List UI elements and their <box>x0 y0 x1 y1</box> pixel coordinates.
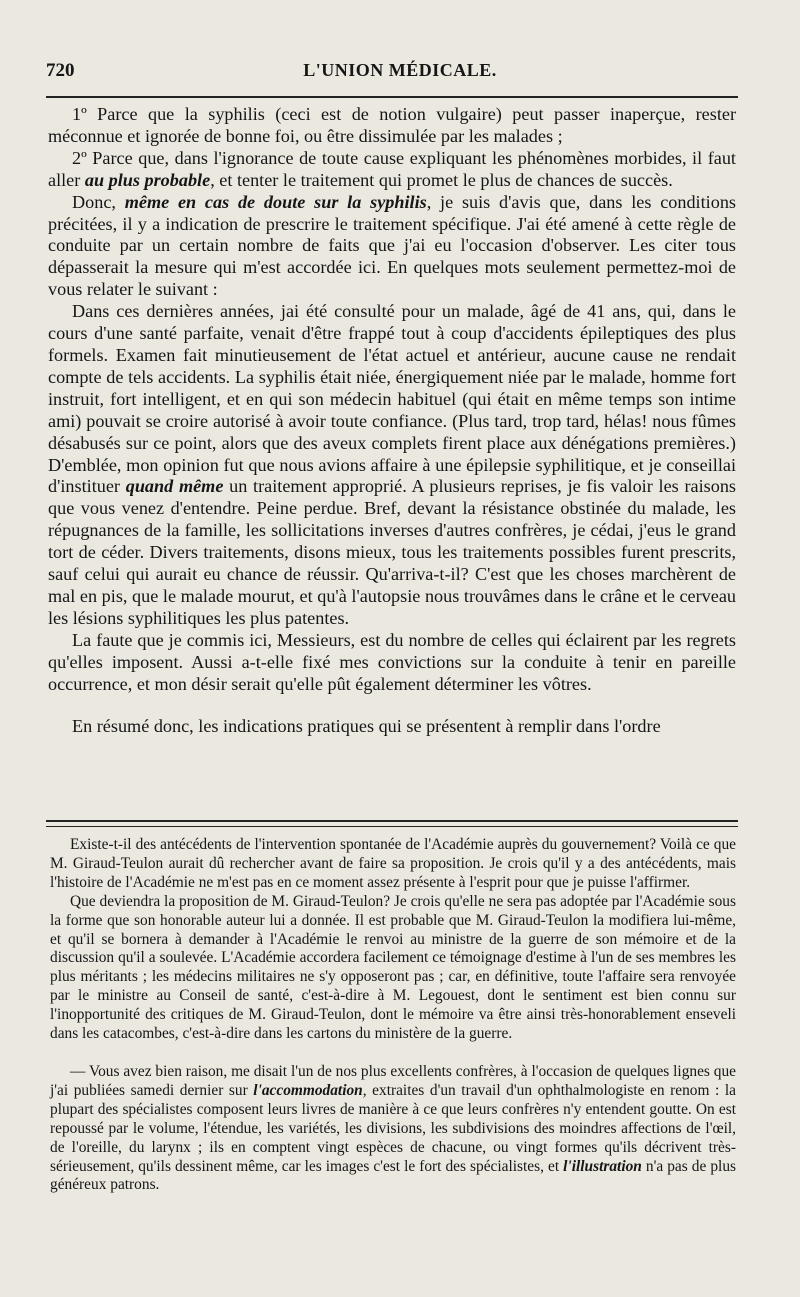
text-run: Que deviendra la proposition de M. Giraud-Teulon? Je crois qu'elle ne sera pas adoptée par l'Académie sous la forme que son honorable auteur lui a donnée. Il est probable que M. Giraud-Teulon la modifiera lui-même, et qu'il se bornera à demander à l'Académie le renvoi au ministre de la guerre de son mémoire et de la discussion qu'il a soulevée. L'Académie accordera facilement ce témoignage d'estime à l'un de ses membres les plus méritants ; les médecins militaires ne s'y opposeront pas ; car, en définitive, toute l'affaire sera renvoyée par le ministre au Conseil de santé, c'est-à-dire à M. Legouest, dont le sentiment est bien connu sur l'inopportunité des critiques de M. Giraud-Teulon, dont le mémoire va être ainsi très-honorablement enseveli dans les catacombes, c'est-à-dire dans les cartons du ministère de la guerre. <box>50 892 736 1043</box>
journal-title: L'UNION MÉDICALE. <box>303 60 497 80</box>
page-number: 720 <box>46 60 75 81</box>
paragraph <box>48 192 736 302</box>
feuilleton-rule-thin <box>46 826 738 827</box>
italic-phrase: l'accommodation <box>253 1081 363 1099</box>
paragraph <box>48 630 736 696</box>
text-run: un traitement approprié. A plusieurs reprises, je fis valoir les raisons que vous venez d'entendre. Peine perdue. Bref, devant la résistance obstinée du malade, les répugnances de la famille, les sollicitations inverses d'autres confrères, je cédai, j'eus le grand tort de céder. Divers traitements, disons mieux, tous les traitements possibles furent prescrits, sauf celui qui aurait eu chance de réussir. Qu'arriva-t-il? C'est que les choses marchèrent de mal en pis, que le malade mourut, et qu'à l'autopsie nous trouvâmes dans le crâne et le cerveau les lésions syphilitiques les plus patentes. <box>48 476 736 628</box>
text-run: 2º Parce que, dans l'ignorance de toute cause expliquant les phénomènes morbides, il faut aller <box>48 147 736 190</box>
text-run: Dans ces dernières années, jai été consulté pour un malade, âgé de 41 ans, qui, dans le cours d'une santé parfaite, venait d'être frappé tout à coup d'accidents épileptiques des plus formels. Examen fait minutieusement de l'état actuel et antérieur, aucune cause ne rendait compte de tels accidents. La syphilis était niée, énergiquement niée par le malade, homme fort instruit, fort intelligent, et en qui son médecin habituel (qui était en même temps son intime ami) pouvait se croire autorisé à avoir toute confiance. (Plus tard, trop tard, hélas! nous fûmes désabusés sur ce point, alors que des aveux complets firent place aux dénégations premières.) D'emblée, mon opinion fut que nous avions affaire à une épilepsie syphilitique, et je conseillai d'instituer <box>48 301 736 497</box>
italic-phrase: même en cas de doute sur la syphilis <box>124 191 427 212</box>
italic-phrase: l'illustration <box>563 1157 642 1175</box>
header-rule <box>46 96 738 98</box>
paragraph <box>48 716 736 738</box>
running-header <box>46 60 754 88</box>
text-run: Donc, <box>72 191 125 212</box>
paragraph <box>48 104 736 148</box>
text-run: Existe-t-il des antécédents de l'intervention spontanée de l'Académie auprès du gouvernement? Voilà ce que M. Giraud-Teulon aurait dû rechercher avant de faire sa proposition. Je crois qu'il y a des antécédents, mais l'histoire de l'Académie ne m'est pas en ce moment assez présente à l'esprit pour que je puisse l'affirmer. <box>50 836 736 891</box>
text-run: En résumé donc, les indications pratiques qui se présentent à remplir dans l'ordre <box>72 716 661 737</box>
italic-phrase: au plus probable <box>84 169 211 190</box>
feuilleton-rule-thick <box>46 820 738 822</box>
text-run: , extraites d'un travail d'un ophthalmologiste en renom : la plupart des spécialistes composent leurs livres de manière à ce que leurs confrères n'y entendent goutte. On est repoussé par le volume, l'étendue, les variétés, les divisions, les subdivisions des moindres affections de l'œil, de l'oreille, du larynx ; ils en comptent vingt espèces de chacune, ou vingt formes qu'ils décrivent très-sérieusement, qu'ils dessinent même, car les images c'est le fort des spécialistes, et <box>50 1081 736 1175</box>
text-run: La faute que je commis ici, Messieurs, est du nombre de celles qui éclairent par les regrets qu'elles imposent. Aussi a-t-elle fixé mes convictions sur la conduite à tenir en pareille occurrence, et mon désir serait qu'elle pût également déterminer les vôtres. <box>48 629 736 694</box>
feuilleton-paragraph <box>50 1063 736 1195</box>
paragraph <box>48 148 736 192</box>
text-run: 1º Parce que la syphilis (ceci est de notion vulgaire) peut passer inaperçue, rester méconnue et ignorée de bonne foi, ou être dissimulée par les malades ; <box>48 104 736 146</box>
text-run: n'a pas de plus généreux patrons. <box>50 1157 736 1194</box>
feuilleton-paragraph <box>50 836 736 893</box>
feuilleton-text <box>50 836 736 1195</box>
text-run: , et tenter le traitement qui promet le plus de chances de succès. <box>210 169 673 190</box>
text-run: , je suis d'avis que, dans les conditions précitées, il y a indication de prescrire le traitement spécifique. J'ai été amené à cette règle de conduite par un certain nombre de faits que j'ai eu l'occasion d'observer. Les citer tous dépasserait la mesure qui m'est accordée ici. En quelques mots seulement permettez-moi de vous relater le suivant : <box>48 191 736 300</box>
italic-phrase: quand même <box>125 476 224 497</box>
main-text <box>48 104 736 738</box>
text-run: — Vous avez bien raison, me disait l'un de nos plus excellents confrères, à l'occasion de quelques lignes que j'ai publiées samedi dernier sur <box>50 1062 736 1099</box>
feuilleton-paragraph <box>50 893 736 1044</box>
paragraph <box>48 301 736 630</box>
